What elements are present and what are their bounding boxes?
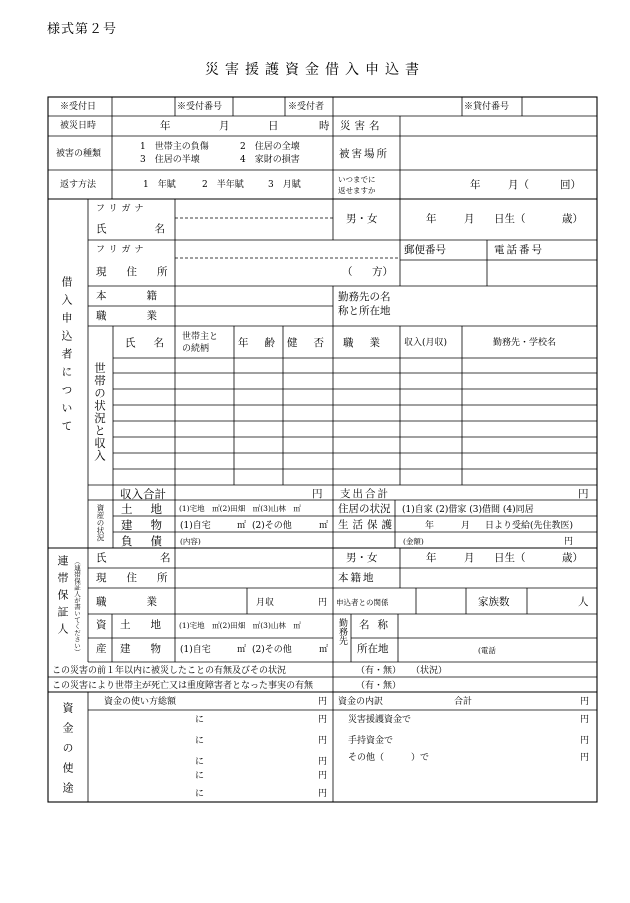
repay-option-3: 3 月賦 <box>268 180 301 190</box>
applicant-furigana-label: フリガナ <box>96 204 148 214</box>
usage-row-yen: 円 <box>318 789 328 799</box>
disaster-hour: 時 <box>319 120 330 132</box>
breakdown-label: 資金の内訳 <box>338 697 384 707</box>
usage-row-yen: 円 <box>318 736 328 746</box>
usage-row-yen: 円 <box>318 715 328 725</box>
guarantor-building-label: 建物 <box>120 643 181 655</box>
housing-options: (1)自家 (2)借家 (3)借間 (4)同居 <box>402 505 534 515</box>
guarantor-work-name-label: 名称 <box>359 619 396 631</box>
source-1-yen: 円 <box>580 715 590 725</box>
guarantor-name-label-second: 名 <box>160 552 171 564</box>
household-side-label: 世帯の状況と収入 <box>93 362 107 462</box>
guarantor-birth-month: 月 <box>464 552 475 564</box>
form-number: 様式第２号 <box>47 22 118 37</box>
housing-label: 住居の状況 <box>338 503 391 515</box>
guarantor-work-phone-label: (電話 <box>478 646 496 655</box>
source-2-label: 手持資金で <box>348 736 394 746</box>
usage-row-yen: 円 <box>318 771 328 781</box>
address-paren-open: （ <box>342 266 353 278</box>
receipt-number-label: ※受付番号 <box>177 102 223 112</box>
building-option-2: (2)その他 <box>252 521 292 531</box>
building-option-1: (1)自宅 <box>180 521 211 531</box>
source-1-label: 災害援護資金で <box>348 715 412 725</box>
col-work-header: 勤務先・学校名 <box>493 338 557 348</box>
loan-number-label: ※貸付番号 <box>464 102 510 112</box>
source-2-yen: 円 <box>580 736 590 746</box>
col-age-header: 年齢 <box>238 337 291 349</box>
usage-total-label: 資金の使い方総額 <box>104 697 177 707</box>
address-label: 現住所 <box>96 266 188 278</box>
phone-label: 電話番号 <box>494 244 544 256</box>
guarantor-work-location-label: 所在地 <box>357 643 389 655</box>
guarantor-name-label-first: 氏 <box>96 552 107 564</box>
debt-amount-label: (金額) <box>403 537 424 546</box>
disaster-month: 月 <box>219 120 230 132</box>
applicant-birth-month: 月 <box>464 213 475 225</box>
guarantor-family-label: 家族数 <box>478 596 510 608</box>
applicant-name-label: 氏名 <box>96 223 213 235</box>
disaster-day: 日 <box>268 120 279 132</box>
assets-land-options: (1)宅地 ㎡(2)田畑 ㎡(3)山林 ㎡ <box>179 504 301 513</box>
guarantor-birth-year: 年 <box>426 552 437 564</box>
income-total-yen: 円 <box>312 488 323 500</box>
breakdown-total-yen: 円 <box>580 697 590 707</box>
repay-option-2: 2 半年賦 <box>202 180 244 190</box>
applicant-furigana2-label: フリガナ <box>96 245 148 255</box>
guarantor-monthly-yen: 円 <box>318 598 328 608</box>
workplace-label-line1: 勤務先の名 <box>338 291 391 303</box>
building-m2-2: ㎡ <box>319 521 329 531</box>
income-total-label: 収入合計 <box>120 487 166 501</box>
guarantor-assets-label-first: 資 <box>96 619 107 631</box>
expense-total-yen: 円 <box>578 488 589 500</box>
received-date-label: ※受付日 <box>60 102 97 112</box>
col-job-header: 職業 <box>343 337 396 349</box>
repay-year: 年 <box>470 179 481 191</box>
repay-method-label: 返す方法 <box>60 180 97 190</box>
assets-building-label: 建物 <box>121 518 180 532</box>
disaster-datetime-label: 被災日時 <box>60 121 97 131</box>
guarantor-work-label: 勤務先 <box>337 618 347 645</box>
col-name-header: 氏名 <box>125 337 182 349</box>
guarantor-building-option-1: (1)自宅 <box>180 645 211 655</box>
guarantor-land-options: (1)宅地 ㎡(2)田畑 ㎡(3)山林 ㎡ <box>179 621 301 630</box>
guarantor-sex: 男・女 <box>346 552 378 564</box>
repay-month: 月（ <box>508 179 529 191</box>
guarantor-relation-label: 申込者との関係 <box>336 598 389 607</box>
applicant-sex: 男・女 <box>346 213 378 225</box>
applicant-age: 歳） <box>562 213 583 225</box>
workplace-label-line2: 称と所在地 <box>338 305 391 317</box>
welfare-text: 日より受給(先住教医) <box>485 521 574 531</box>
usage-row-ni: に <box>195 771 205 781</box>
usage-side-label: 資金の使途 <box>61 702 74 802</box>
postal-code-label: 郵便番号 <box>404 244 446 256</box>
guarantor-side-note: （連帯保証人が書いてください） <box>73 558 81 656</box>
history-question-2: この災害により世帯主が死亡又は重度障害者となった事実の有無 <box>52 681 314 691</box>
guarantor-land-label: 土地 <box>120 619 181 631</box>
repay-until-line2: 返せますか <box>338 186 376 195</box>
usage-total-yen: 円 <box>318 697 328 707</box>
expense-total-label: 支出合計 <box>340 488 390 500</box>
usage-row-ni: に <box>195 715 205 725</box>
guarantor-address-label: 現住所 <box>96 572 188 584</box>
assets-debt-label: 負債 <box>121 534 180 548</box>
guarantor-age: 歳） <box>562 552 583 564</box>
welfare-month: 月 <box>461 521 471 531</box>
damage-type-label: 被害の種類 <box>56 149 102 159</box>
guarantor-occupation-label: 職業 <box>96 596 197 608</box>
guarantor-building-option-2: (2)その他 <box>252 645 292 655</box>
damage-option-2: 2 住居の全壊 <box>240 142 300 152</box>
usage-row-yen: 円 <box>318 757 328 767</box>
welfare-label: 生活保護 <box>338 519 396 531</box>
debt-detail: (内容) <box>180 537 201 546</box>
guarantor-side-label: 連帯保証人 <box>56 555 69 640</box>
guarantor-domicile-label: 本籍地 <box>338 572 376 584</box>
history-answer-2: （有・無） <box>356 681 402 691</box>
debt-amount-yen: 円 <box>564 537 574 547</box>
guarantor-family-people: 人 <box>578 596 589 608</box>
usage-row-ni: に <box>195 736 205 746</box>
guarantor-monthly-label: 月収 <box>256 598 275 608</box>
damage-option-3: 3 住居の半壊 <box>140 155 200 165</box>
assets-side-label: 資産の状況 <box>96 504 105 542</box>
source-3-label: その他（ ）で <box>348 753 430 763</box>
domicile-label: 本籍 <box>96 290 197 302</box>
damage-option-1: 1 世帯主の負傷 <box>140 142 209 152</box>
guarantor-building-m2-2: ㎡ <box>319 645 329 655</box>
applicant-birth-day: 日生（ <box>494 213 526 225</box>
history-question-1: この災害の前１年以内に被災したことの有無及びその状況 <box>52 666 287 676</box>
damage-option-4: 4 家財の損害 <box>240 155 300 165</box>
source-3-yen: 円 <box>580 753 590 763</box>
building-m2-1: ㎡ <box>237 521 247 531</box>
disaster-name-label: 災害名 <box>340 120 384 132</box>
assets-land-label: 土地 <box>121 502 180 516</box>
guarantor-birth-day: 日生（ <box>494 552 526 564</box>
usage-row-ni: に <box>195 757 205 767</box>
welfare-year: 年 <box>425 521 435 531</box>
col-income-header: 収入(月収) <box>404 338 448 348</box>
receiver-label: ※受付者 <box>288 102 325 112</box>
repay-times: 回） <box>560 179 581 191</box>
repay-option-1: 1 年賦 <box>143 180 176 190</box>
form-title: 災害援護資金借入申込書 <box>205 62 425 78</box>
damage-place-label: 被害場所 <box>339 148 389 160</box>
col-relation-line1: 世帯主と <box>182 332 219 342</box>
history-status-1: （状況） <box>411 666 448 676</box>
usage-row-ni: に <box>195 789 205 799</box>
disaster-year: 年 <box>160 120 171 132</box>
breakdown-total-label: 合計 <box>454 697 473 707</box>
applicant-birth-year: 年 <box>426 213 437 225</box>
col-health-header: 健否 <box>287 337 340 349</box>
applicant-side-label: 借入申込者について <box>60 276 73 438</box>
history-answer-1: （有・無） <box>356 666 402 676</box>
guarantor-building-m2-1: ㎡ <box>237 645 247 655</box>
repay-until-line1: いつまでに <box>338 175 376 184</box>
guarantor-assets-label-second: 産 <box>96 643 107 655</box>
col-relation-line2: の続柄 <box>182 344 210 354</box>
address-direction: 方） <box>372 266 393 278</box>
occupation-label: 職業 <box>96 310 197 322</box>
